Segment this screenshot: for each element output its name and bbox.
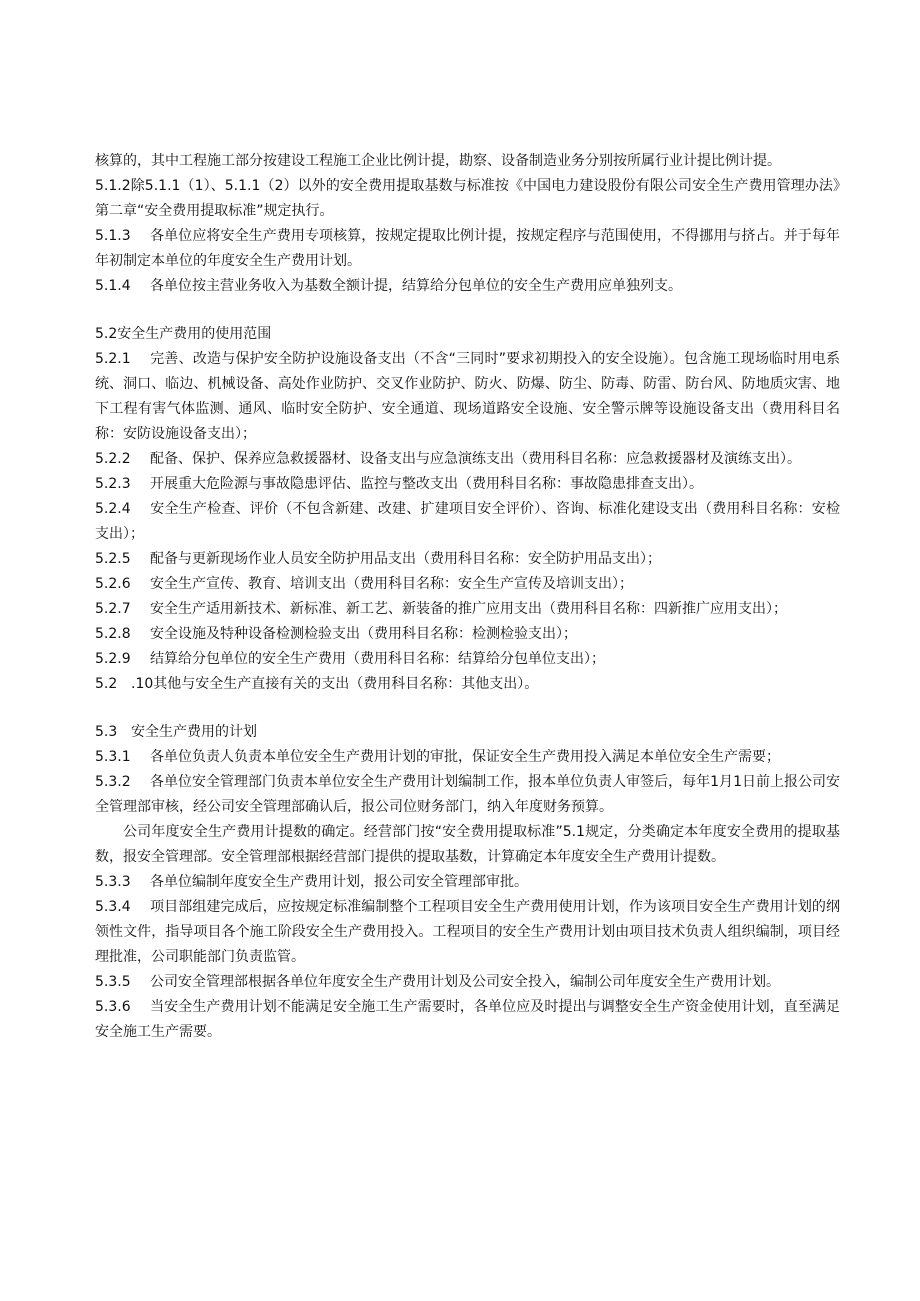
clause-number: 5.1.4 bbox=[95, 278, 131, 294]
paragraph-5-1-2: 5.1.2除5.1.1（1）、5.1.1（2）以外的安全费用提取基数与标准按《中国电力建设股份有限公司安全生产费用管理办法》第二章“安全费用提取标准”规定执行。 bbox=[95, 178, 840, 219]
clause-text: 各单位编制年度安全生产费用计划，报公司安全管理部审批。 bbox=[150, 874, 528, 890]
clause-text: 配备与更新现场作业人员安全防护用品支出（费用科目名称：安全防护用品支出）； bbox=[150, 551, 661, 567]
paragraph-5-2-9 bbox=[95, 647, 840, 672]
paragraph-5-3-5 bbox=[95, 970, 840, 995]
clause-text: 结算给分包单位的安全生产费用（费用科目名称：结算给分包单位支出）； bbox=[150, 651, 605, 667]
spacer bbox=[95, 299, 840, 322]
paragraph-5-2-4 bbox=[95, 497, 840, 547]
clause-text: 各单位安全管理部门负责本单位安全生产费用计划编制工作，报本单位负责人审签后，每年1月1日前上报公司安全管理部审核，经公司安全管理部确认后，报公司位财务部门，纳入年度财务预算。 bbox=[95, 774, 840, 815]
section-heading-5-3 bbox=[95, 720, 840, 745]
paragraph-5-2-8 bbox=[95, 622, 840, 647]
document-body bbox=[95, 149, 840, 1045]
paragraph-5-1-1-continuation: 核算的，其中工程施工部分按建设工程施工企业比例计提，勘察、设备制造业务分别按所属行业计提比例计提。 bbox=[95, 153, 781, 169]
section-number: 5.3 bbox=[95, 724, 118, 740]
clause-text: 项目部组建完成后，应按规定标准编制整个工程项目安全生产费用使用计划，作为该项目安全生产费用计划的纲领性文件，指导项目各个施工阶段安全生产费用投入。工程项目的安全生产费用计划由项目技术负责人组织编制，项目经理批准，公司职能部门负责监管。 bbox=[95, 899, 840, 965]
spacer bbox=[95, 697, 840, 720]
section-heading-5-2: 5.2安全生产费用的使用范围 bbox=[95, 326, 272, 342]
paragraph-5-3-2 bbox=[95, 770, 840, 820]
clause-number: 5.3.2 bbox=[95, 774, 131, 790]
paragraph-5-3-1 bbox=[95, 745, 840, 770]
paragraph-5-2-1 bbox=[95, 347, 840, 447]
clause-number: 5.2.8 bbox=[95, 626, 131, 642]
paragraph-5-2-10 bbox=[95, 672, 840, 697]
clause-number: 5.2.9 bbox=[95, 651, 131, 667]
clause-number: 5.2.1 bbox=[95, 351, 131, 367]
clause-text: 安全生产检查、评价（不包含新建、改建、扩建项目安全评价）、咨询、标准化建设支出（费用科目名称：安检支出）； bbox=[95, 501, 840, 542]
paragraph-5-2-7 bbox=[95, 597, 840, 622]
clause-number: 5.3.1 bbox=[95, 749, 131, 765]
paragraph-5-2-3 bbox=[95, 472, 840, 497]
clause-number: 5.3.6 bbox=[95, 999, 131, 1015]
clause-number: 5.3.3 bbox=[95, 874, 131, 890]
clause-text: 配备、保护、保养应急救援器材、设备支出与应急演练支出（费用科目名称：应急救援器材及演练支出）。 bbox=[150, 451, 801, 467]
clause-text: 安全生产宣传、教育、培训支出（费用科目名称：安全生产宣传及培训支出）； bbox=[150, 576, 633, 592]
paragraph-5-3-6 bbox=[95, 995, 840, 1045]
paragraph-5-3-3 bbox=[95, 870, 840, 895]
clause-number: 5.2.4 bbox=[95, 501, 131, 517]
clause-number: 5.3.5 bbox=[95, 974, 131, 990]
clause-text: 安全设施及特种设备检测检验支出（费用科目名称：检测检验支出）； bbox=[150, 626, 577, 642]
paragraph-annual-plan: 公司年度安全生产费用计提数的确定。经营部门按“安全费用提取标准”5.1规定，分类确定本年度安全费用的提取基数，报安全管理部。安全管理部根据经营部门提供的提取基数，计算确定本年度安全生产费用计提数。 bbox=[95, 824, 840, 865]
clause-text: 安全生产适用新技术、新标准、新工艺、新装备的推广应用支出（费用科目名称：四新推广应用支出）； bbox=[150, 601, 787, 617]
section-title: 安全生产费用的计划 bbox=[131, 724, 257, 740]
clause-text: 公司安全管理部根据各单位年度安全生产费用计划及公司安全投入，编制公司年度安全生产费用计划。 bbox=[150, 974, 780, 990]
clause-text: 开展重大危险源与事故隐患评估、监控与整改支出（费用科目名称：事故隐患排查支出）。 bbox=[150, 476, 703, 492]
paragraph-5-3-4 bbox=[95, 895, 840, 970]
clause-number: 5.1.3 bbox=[95, 228, 131, 244]
clause-number: 5.2.6 bbox=[95, 576, 131, 592]
paragraph-5-1-3 bbox=[95, 224, 840, 274]
clause-text: 各单位负责人负责本单位安全生产费用计划的审批，保证安全生产费用投入满足本单位安全生产需要； bbox=[150, 749, 780, 765]
paragraph-5-1-4 bbox=[95, 274, 840, 299]
clause-text: .10其他与安全生产直接有关的支出（费用科目名称：其他支出）。 bbox=[131, 676, 539, 692]
clause-text: 当安全生产费用计划不能满足安全施工生产需要时，各单位应及时提出与调整安全生产资金使用计划，直至满足安全施工生产需要。 bbox=[95, 999, 840, 1040]
clause-number: 5.3.4 bbox=[95, 899, 131, 915]
clause-number: 5.2 bbox=[95, 676, 118, 692]
paragraph-5-2-5 bbox=[95, 547, 840, 572]
clause-text: 完善、改造与保护安全防护设施设备支出（不含“三同时”要求初期投入的安全设施）。包含施工现场临时用电系统、洞口、临边、机械设备、高处作业防护、交叉作业防护、防火、防爆、防尘、防毒、防雷、防台风、防地质灾害、地下工程有害气体监测、通风、临时安全防护、安全通道、现场道路安全设施、安全警示牌等设施设备支出（费用科目名称：安防设施设备支出）； bbox=[95, 351, 840, 442]
clause-number: 5.2.7 bbox=[95, 601, 131, 617]
paragraph-5-2-6 bbox=[95, 572, 840, 597]
paragraph-5-2-2 bbox=[95, 447, 840, 472]
clause-text: 各单位按主营业务收入为基数全额计提，结算给分包单位的安全生产费用应单独列支。 bbox=[150, 278, 682, 294]
clause-number: 5.2.3 bbox=[95, 476, 131, 492]
clause-number: 5.2.5 bbox=[95, 551, 131, 567]
clause-text: 各单位应将安全生产费用专项核算，按规定提取比例计提，按规定程序与范围使用，不得挪用与挤占。并于每年年初制定本单位的年度安全生产费用计划。 bbox=[95, 228, 840, 269]
clause-number: 5.2.2 bbox=[95, 451, 131, 467]
